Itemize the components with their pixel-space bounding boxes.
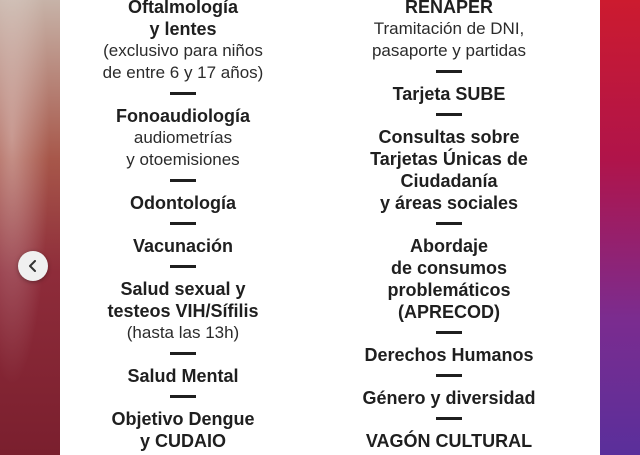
service-item	[318, 235, 580, 323]
service-subtitle: (hasta las 13h)	[126, 323, 240, 342]
service-item	[60, 105, 306, 171]
service-item	[318, 387, 580, 409]
divider-dash	[436, 417, 462, 420]
service-item	[318, 83, 580, 105]
right-services-column	[318, 0, 580, 452]
service-title: Abordaje de consumos problemáticos (APRECOD)	[387, 236, 511, 322]
service-title: Vacunación	[132, 236, 234, 256]
service-title: Consultas sobre Tarjetas Únicas de Ciudadanía y áreas sociales	[370, 127, 528, 213]
divider-dash	[436, 331, 462, 334]
service-title: Odontología	[130, 193, 236, 213]
service-item	[60, 0, 306, 84]
service-title: RENAPER	[404, 0, 493, 17]
service-subtitle: audiometrías y otoemisiones	[126, 128, 240, 169]
left-services-column	[60, 0, 306, 452]
service-item	[318, 344, 580, 366]
service-title: Género y diversidad	[362, 388, 536, 408]
divider-dash	[170, 352, 196, 355]
service-title: Fonoaudiología	[116, 106, 250, 126]
service-item	[318, 126, 580, 214]
previous-slide-button[interactable]	[18, 251, 48, 281]
divider-dash	[436, 113, 462, 116]
divider-dash	[436, 70, 462, 73]
divider-dash	[436, 222, 462, 225]
service-title: Salud sexual y testeos VIH/Sífilis	[107, 279, 259, 321]
service-subtitle: (exclusivo para niños de entre 6 y 17 años)	[102, 41, 264, 82]
divider-dash	[170, 92, 196, 95]
background-photo-left	[0, 0, 60, 455]
chevron-left-icon	[27, 260, 39, 272]
service-title: Salud Mental	[127, 366, 239, 386]
service-item	[60, 365, 306, 387]
service-item	[318, 0, 580, 62]
service-title: Objetivo Dengue y CUDAIO	[111, 409, 255, 451]
background-gradient-right	[600, 0, 640, 455]
service-title: VAGÓN CULTURAL	[365, 431, 533, 451]
divider-dash	[170, 265, 196, 268]
divider-dash	[170, 222, 196, 225]
service-item	[60, 408, 306, 452]
service-title: Tarjeta SUBE	[392, 84, 506, 104]
service-item	[60, 192, 306, 214]
service-subtitle: Tramitación de DNI, pasaporte y partidas	[371, 19, 527, 60]
divider-dash	[170, 395, 196, 398]
service-item	[60, 235, 306, 257]
service-title: Derechos Humanos	[364, 345, 534, 365]
service-item	[318, 430, 580, 452]
service-item	[60, 278, 306, 344]
divider-dash	[170, 179, 196, 182]
services-card	[60, 0, 600, 455]
service-title: Oftalmología y lentes	[127, 0, 238, 39]
divider-dash	[436, 374, 462, 377]
